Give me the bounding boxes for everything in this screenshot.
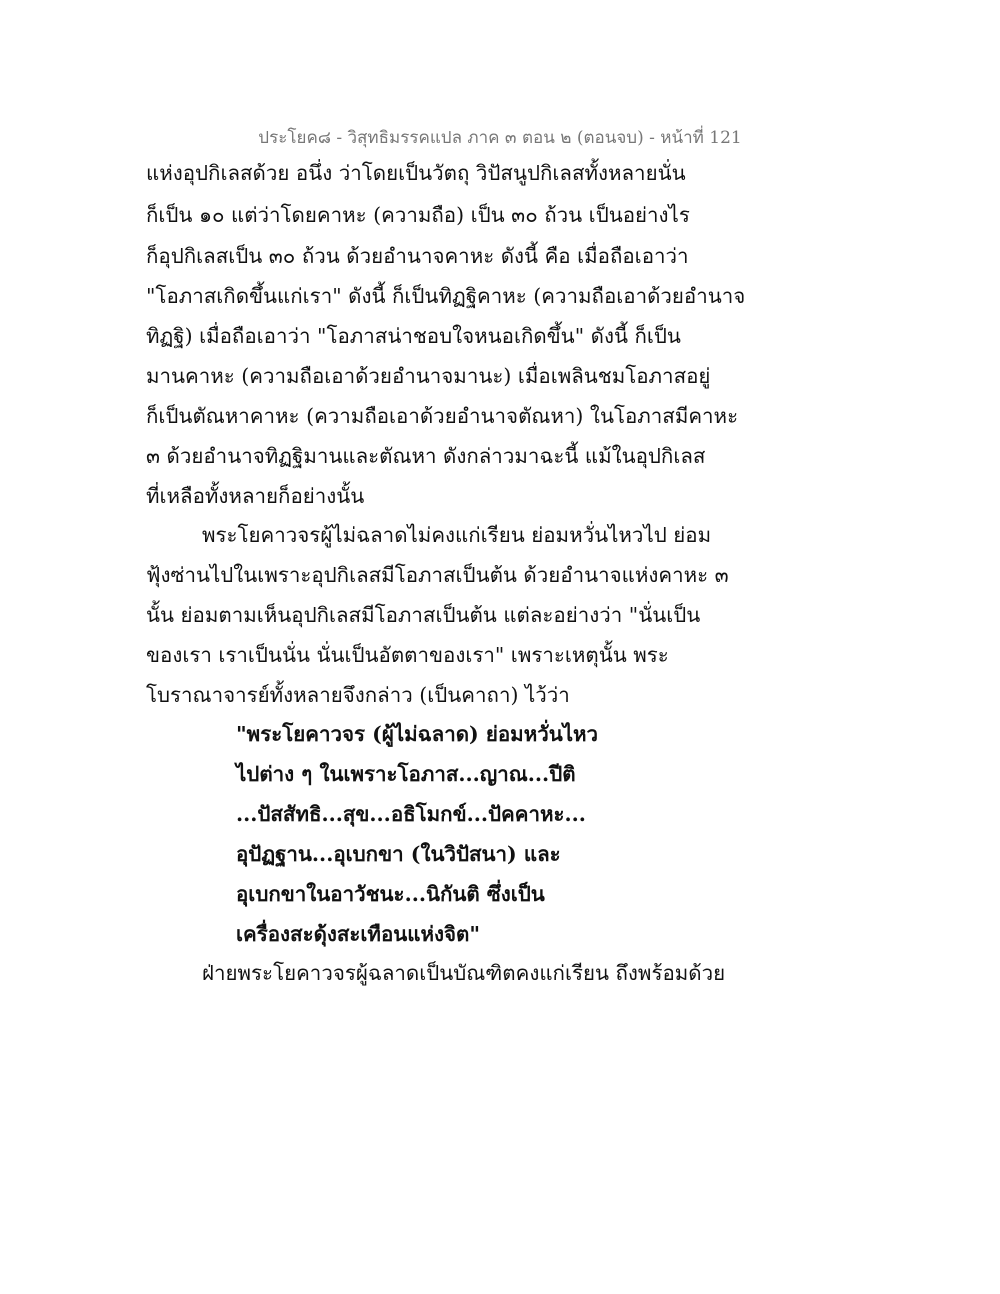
verse-line: ...ปัสสัทธิ...สุข...อธิโมกข์...ปัคคาหะ...: [236, 802, 586, 826]
verse-line: "พระโยคาวจร (ผู้ไม่ฉลาด) ย่อมหวั่นไหว: [236, 722, 599, 746]
text-line: ก็เป็น ๑๐ แต่ว่าโดยคาหะ (ความถือ) เป็น ๓๐ ถ้วน เป็นอย่างไร: [146, 203, 690, 227]
verse-line: อุเบกขาในอาวัชนะ...นิกันติ ซึ่งเป็น: [236, 882, 545, 906]
verse-line: อุปัฏฐาน...อุเบกขา (ในวิปัสนา) และ: [236, 842, 561, 866]
text-line: ๓ ด้วยอำนาจทิฏฐิมานและตัณหา ดังกล่าวมาฉะนี้ แม้ในอุปกิเลส: [146, 444, 706, 468]
text-line: ก็อุปกิเลสเป็น ๓๐ ถ้วน ด้วยอำนาจคาหะ ดังนี้ คือ เมื่อถือเอาว่า: [146, 244, 689, 268]
text-line: ฝ่ายพระโยคาวจรผู้ฉลาดเป็นบัณฑิตคงแก่เรียน ถึงพร้อมด้วย: [202, 961, 726, 985]
text-line: แห่งอุปกิเลสด้วย อนึ่ง ว่าโดยเป็นวัตถุ วิปัสนูปกิเลสทั้งหลายนั่น: [146, 161, 686, 185]
running-header: ประโยค๘ - วิสุทธิมรรคแปล ภาค ๓ ตอน ๒ (ตอนจบ) - หน้าที่ 121: [258, 128, 742, 148]
text-line: "โอภาสเกิดขึ้นแก่เรา" ดังนี้ ก็เป็นทิฏฐิคาหะ (ความถือเอาด้วยอำนาจ: [146, 284, 746, 308]
text-line: โบราณาจารย์ทั้งหลายจึงกล่าว (เป็นคาถา) ไว้ว่า: [146, 683, 570, 707]
text-line: พระโยคาวจรผู้ไม่ฉลาดไม่คงแก่เรียน ย่อมหวั่นไหวไป ย่อม: [202, 523, 712, 547]
text-line: นั้น ย่อมตามเห็นอุปกิเลสมีโอภาสเป็นต้น แต่ละอย่างว่า "นั่นเป็น: [146, 603, 701, 627]
verse-line: ไปต่าง ๆ ในเพราะโอภาส...ญาณ...ปีติ: [236, 762, 576, 786]
text-line: ของเรา เราเป็นนั่น นั่นเป็นอัตตาของเรา" เพราะเหตุนั้น พระ: [146, 643, 669, 667]
text-line: ที่เหลือทั้งหลายก็อย่างนั้น: [146, 484, 365, 508]
text-line: ก็เป็นตัณหาคาหะ (ความถือเอาด้วยอำนาจตัณหา) ในโอภาสมีคาหะ: [146, 404, 739, 428]
text-line: ฟุ้งซ่านไปในเพราะอุปกิเลสมีโอภาสเป็นต้น ด้วยอำนาจแห่งคาหะ ๓: [146, 563, 729, 587]
text-line: ทิฏฐิ) เมื่อถือเอาว่า "โอภาสน่าชอบใจหนอเกิดขึ้น" ดังนี้ ก็เป็น: [146, 324, 681, 348]
text-line: มานคาหะ (ความถือเอาด้วยอำนาจมานะ) เมื่อเพลินชมโอภาสอยู่: [146, 364, 711, 388]
verse-line: เครื่องสะดุ้งสะเทือนแห่งจิต": [236, 922, 481, 946]
